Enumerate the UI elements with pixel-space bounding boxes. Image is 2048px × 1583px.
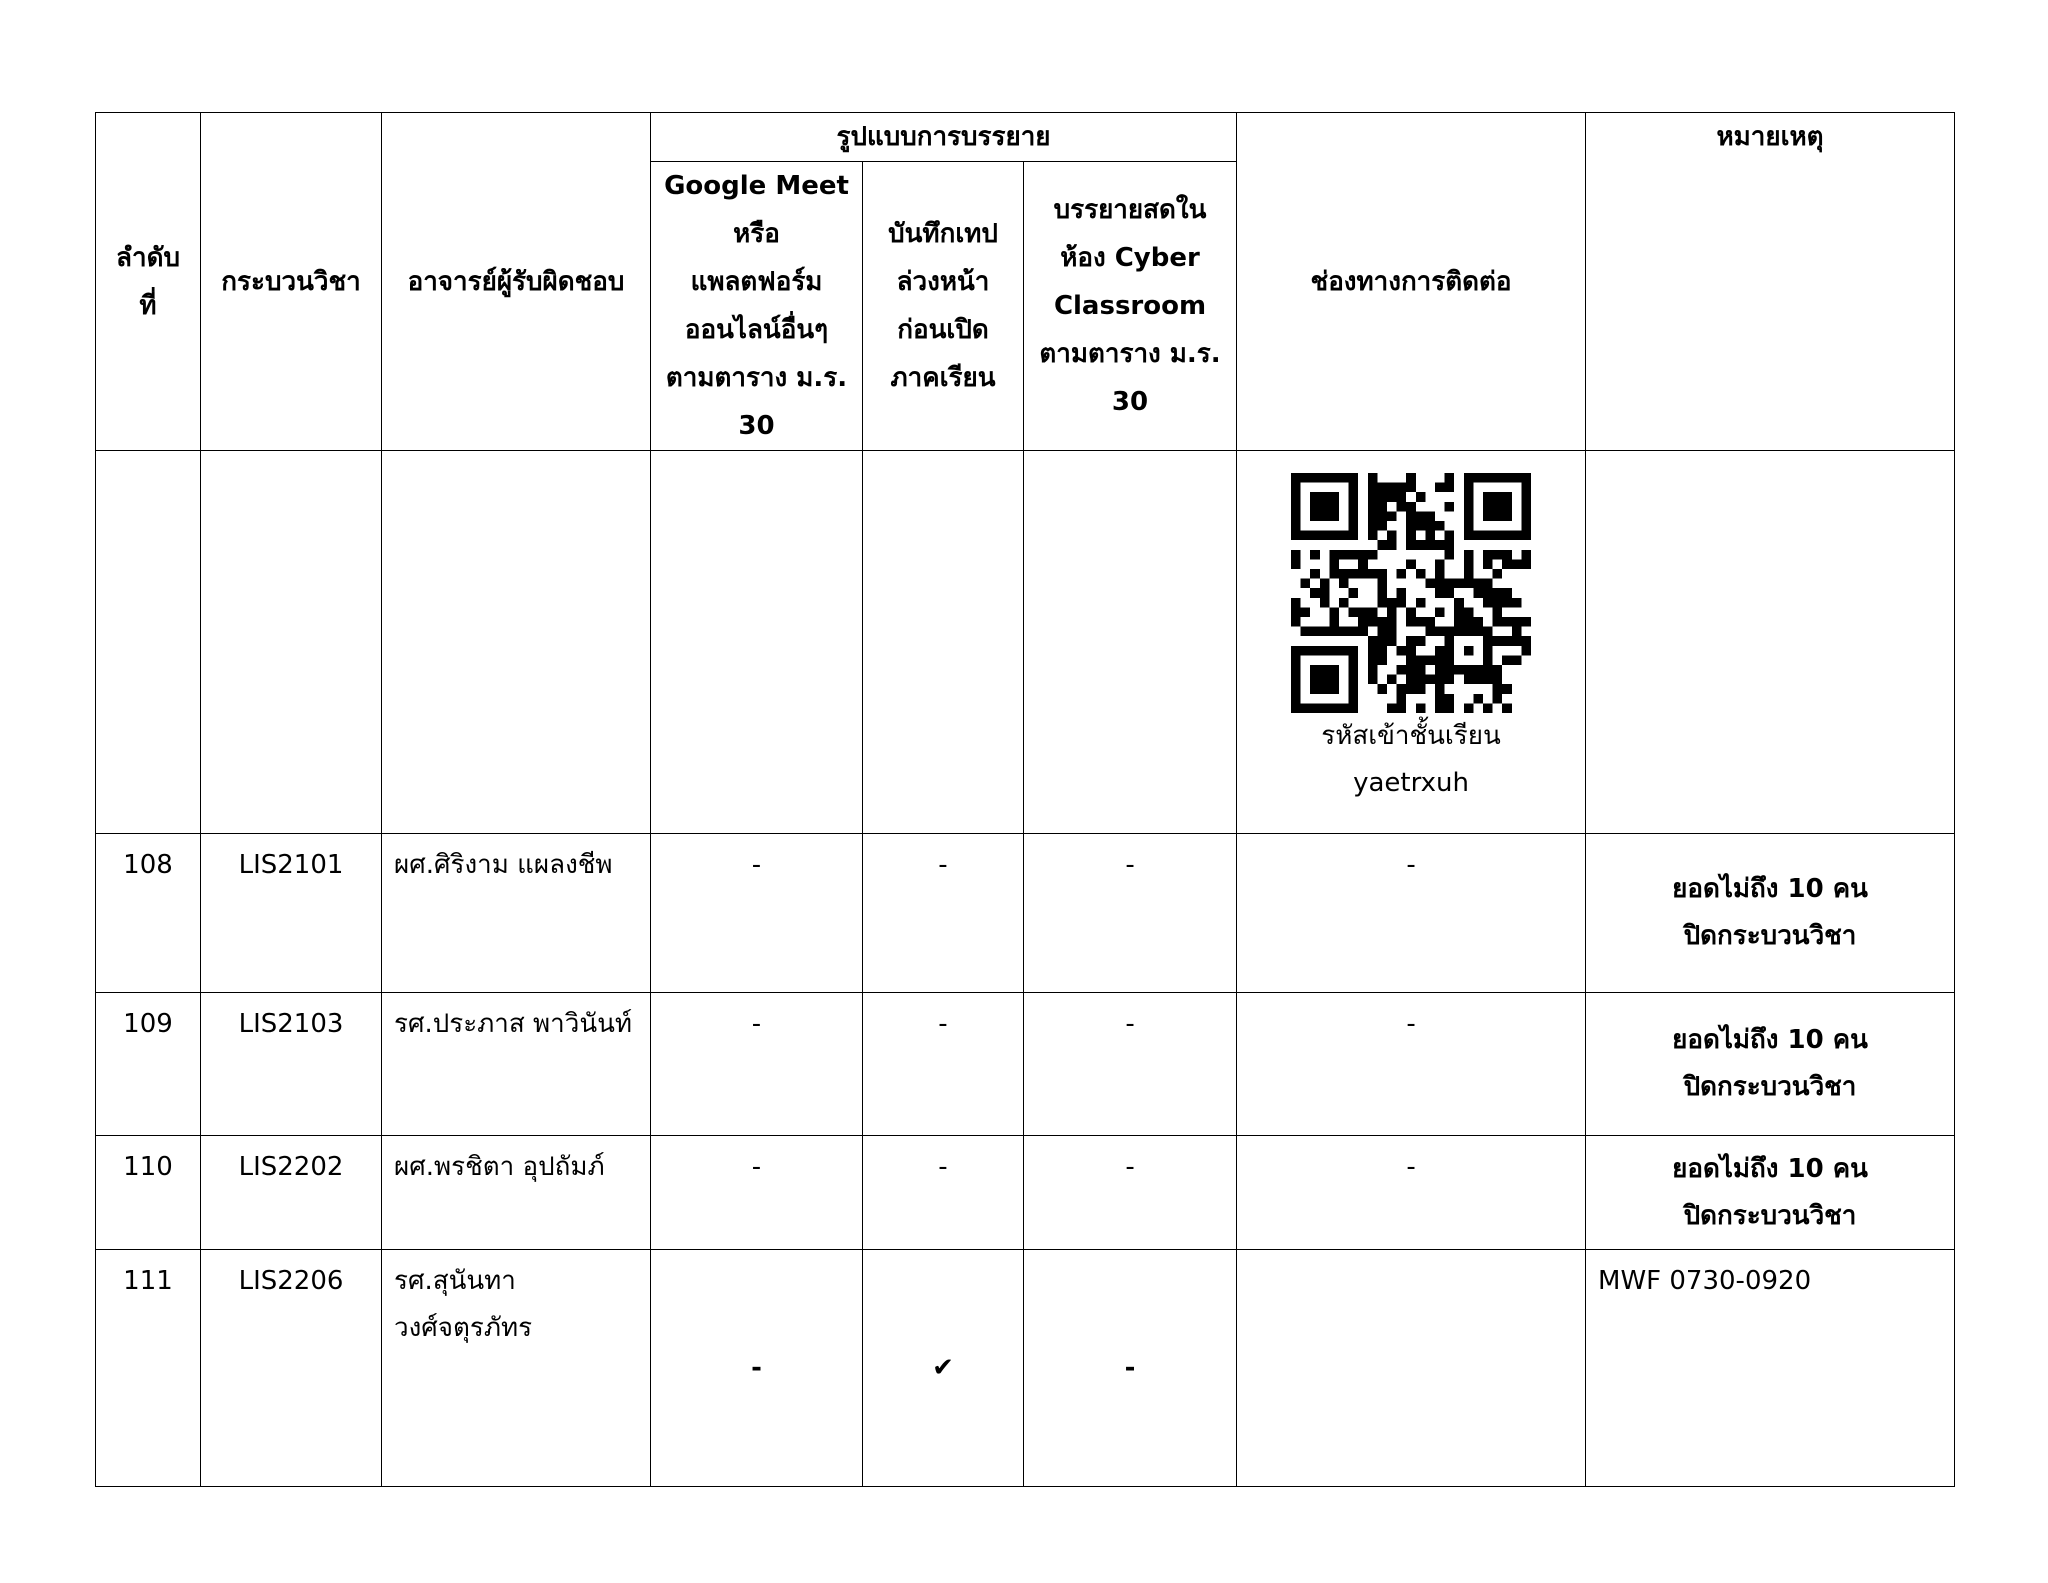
row-tape: - (863, 1136, 1024, 1250)
row-online: - (651, 993, 863, 1136)
row-online: - (651, 1250, 863, 1487)
row-online: - (651, 1136, 863, 1250)
header-row (96, 113, 1955, 162)
header-instructor: อาจารย์ผู้รับผิดชอบ (382, 113, 651, 451)
row-live: - (1024, 1136, 1237, 1250)
qr-row-seq (96, 451, 201, 834)
row-course-code: LIS2206 (201, 1250, 382, 1487)
row-seq: 110 (96, 1136, 201, 1250)
row-contact: - (1237, 1136, 1586, 1250)
row-seq: 109 (96, 993, 201, 1136)
header-remarks: หมายเหตุ (1586, 113, 1955, 451)
table-row (96, 993, 1955, 1136)
row-tape: - (863, 993, 1024, 1136)
header-format-tape: บันทึกเทป ล่วงหน้า ก่อนเปิด ภาคเรียน (863, 162, 1024, 451)
row-instructor: รศ.ประภาส พาวินันท์ (382, 993, 651, 1136)
row-seq: 108 (96, 834, 201, 993)
header-contact: ช่องทางการติดต่อ (1237, 113, 1586, 451)
class-code-label: รหัสเข้าชั้นเรียน (1321, 721, 1501, 751)
row-contact: - (1237, 834, 1586, 993)
header-format-online: Google Meet หรือ แพลตฟอร์ม ออนไลน์อื่นๆ ตามตาราง ม.ร. 30 (651, 162, 863, 451)
qr-row-live (1024, 451, 1237, 834)
course-schedule-table (95, 112, 1955, 1487)
row-remarks: MWF 0730-0920 (1586, 1250, 1955, 1487)
qr-row-tape (863, 451, 1024, 834)
row-tape: - (863, 834, 1024, 993)
qr-row-remarks (1586, 451, 1955, 834)
row-course-code: LIS2101 (201, 834, 382, 993)
row-course-code: LIS2103 (201, 993, 382, 1136)
row-remarks: ยอดไม่ถึง 10 คน ปิดกระบวนวิชา (1586, 834, 1955, 993)
row-seq: 111 (96, 1250, 201, 1487)
row-instructor: รศ.สุนันทา วงศ์จตุรภัทร (382, 1250, 651, 1487)
header-course: กระบวนวิชา (201, 113, 382, 451)
qr-row-online (651, 451, 863, 834)
header-format-group: รูปแบบการบรรยาย (651, 113, 1237, 162)
qr-code-icon (1291, 473, 1531, 713)
qr-row-course (201, 451, 382, 834)
class-code-value: yaetrxuh (1353, 768, 1469, 798)
row-live: - (1024, 1250, 1237, 1487)
table-row (96, 1250, 1955, 1487)
row-contact (1237, 1250, 1586, 1487)
qr-row-instructor (382, 451, 651, 834)
row-online: - (651, 834, 863, 993)
row-instructor: ผศ.ศิริงาม แผลงชีพ (382, 834, 651, 993)
header-format-live: บรรยายสดใน ห้อง Cyber Classroom ตามตาราง ม.ร. 30 (1024, 162, 1237, 451)
table-row (96, 834, 1955, 993)
row-contact: - (1237, 993, 1586, 1136)
row-live: - (1024, 834, 1237, 993)
row-live: - (1024, 993, 1237, 1136)
row-instructor: ผศ.พรชิตา อุปถัมภ์ (382, 1136, 651, 1250)
header-seq: ลำดับ ที่ (96, 113, 201, 451)
qr-row (96, 451, 1955, 834)
row-course-code: LIS2202 (201, 1136, 382, 1250)
qr-row-contact (1237, 451, 1586, 834)
checkmark-icon: ✔ (863, 1250, 1024, 1487)
row-remarks: ยอดไม่ถึง 10 คน ปิดกระบวนวิชา (1586, 993, 1955, 1136)
table-row (96, 1136, 1955, 1250)
row-remarks: ยอดไม่ถึง 10 คน ปิดกระบวนวิชา (1586, 1136, 1955, 1250)
